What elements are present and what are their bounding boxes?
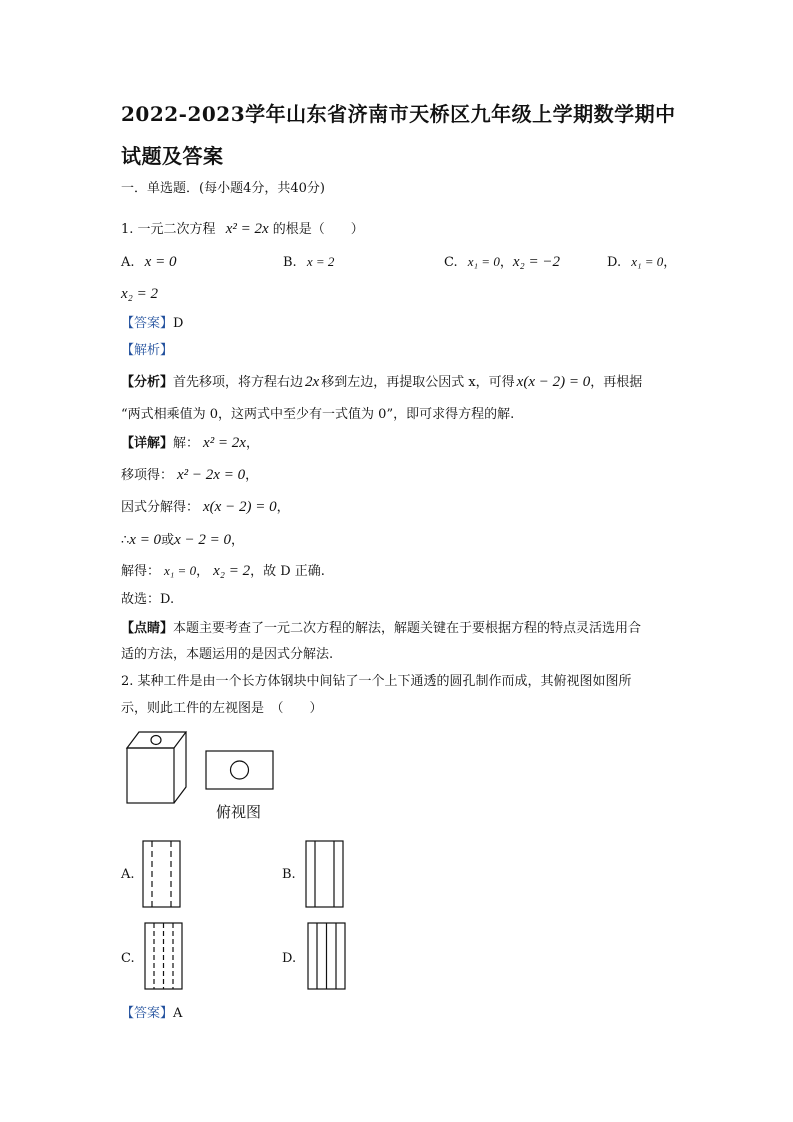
top-view-caption: 俯视图 — [216, 803, 262, 821]
q1-option-d: D. x₁ = 0， — [607, 254, 677, 270]
q2-stem-line-1: 2. 某种工件是由一个长方体钢块中间钻了一个上下通透的圆孔制作而成，其俯视图如图所 — [121, 674, 632, 689]
q2-option-d-figure — [307, 922, 347, 990]
q1-dianjing-line-2: 适的方法，本题运用的是因式分解法. — [121, 647, 334, 662]
q1-step-1: 移项得： x² − 2x = 0， — [121, 467, 259, 483]
q1-step-2: 因式分解得： x(x − 2) = 0， — [121, 499, 290, 515]
q2-option-c-figure — [144, 922, 184, 990]
q2-answer: 【答案】A — [121, 1006, 183, 1021]
q2-option-d-label: D. — [282, 951, 297, 966]
page-title-line-1: 2022-2023学年山东省济南市天桥区九年级上学期数学期中 — [121, 102, 676, 126]
q1-equation: x² = 2x — [225, 221, 269, 237]
q2-option-c-label: C. — [121, 951, 135, 966]
q1-step-4: 解得： x₁ = 0， x₂ = 2，故 D 正确. — [121, 563, 325, 579]
q2-option-b-figure — [305, 840, 345, 908]
q2-option-b-label: B. — [282, 867, 296, 882]
cube-figure — [124, 728, 190, 806]
q1-step-3: ∴x = 0或x − 2 = 0， — [121, 532, 244, 548]
q1-stem — [121, 220, 364, 239]
q1-choose: 故选：D. — [121, 592, 175, 607]
top-view-figure — [205, 750, 275, 792]
q1-prefix: 1. 一元二次方程 — [121, 222, 216, 237]
section-heading: 一．单选题．(每小题4分，共40分) — [121, 181, 325, 196]
q1-option-b: B. x = 2 — [283, 254, 335, 270]
q1-answer: 【答案】D — [121, 316, 184, 331]
q1-fenxi-line-1: 【分析】首先移项，将方程右边 2x 移到左边，再提取公因式 x，可得 x(x − 2) = 0，再根据 — [121, 374, 643, 390]
q1-option-d-continued: x₂ = 2 — [121, 286, 158, 302]
q2-option-a-figure — [142, 840, 182, 908]
q1-option-a: A. x = 0 — [121, 254, 177, 270]
q1-fenxi-line-2: “两式相乘值为 0，这两式中至少有一式值为 0”，即可求得方程的解. — [121, 407, 515, 422]
q1-option-c: C. x₁ = 0，x₂ = −2 — [444, 254, 560, 270]
q1-analysis-tag: 【解析】 — [121, 343, 174, 358]
q1-suffix: 的根是（ ） — [272, 222, 364, 237]
q2-option-a-label: A. — [121, 867, 135, 882]
q2-stem-line-2: 示，则此工件的左视图是 （ ） — [121, 701, 323, 716]
q1-xiangjie: 【详解】解： x² = 2x， — [121, 435, 259, 451]
page-title-line-2: 试题及答案 — [121, 144, 224, 168]
q1-dianjing-line-1: 【点睛】本题主要考查了一元二次方程的解法，解题关键在于要根据方程的特点灵活选用合 — [121, 621, 642, 636]
